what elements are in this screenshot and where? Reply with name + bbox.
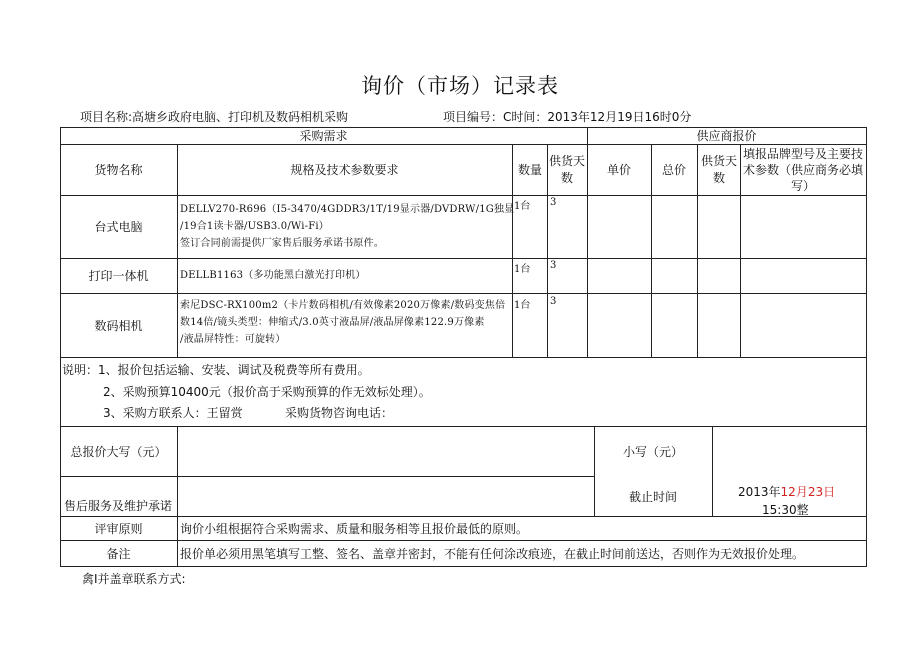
- col-divider-supplier-days: [740, 144, 741, 357]
- spec-line: 索尼DSC-RX100m2（卡片数码相机/有效像素2020万像素/数码变焦倍: [180, 300, 506, 311]
- remark-label: 备注: [106, 546, 131, 561]
- item-name-camera: 数码相机: [94, 318, 143, 333]
- item-days-desktop: 3: [550, 197, 557, 208]
- table-border-bottom: [60, 566, 867, 567]
- row1-bottom-line: [60, 258, 867, 259]
- item-spec-camera: [180, 297, 505, 348]
- notes-bottom-line: [60, 426, 867, 427]
- footer-divider-lower: [712, 426, 713, 516]
- total-upper-label: 总报价大写（元）: [70, 444, 167, 459]
- remark-text: 报价单必须用黑笔填写工整、签名、盖章并密封，不能有任何涂改痕迹，在截止时间前送达，否则作为无效报价处理。: [180, 547, 805, 561]
- spec-line: DELLV270-R696（I5-3470/4GDDR3/1T/19显示器/DVDRW/1G独显: [180, 204, 515, 215]
- col-header-total-price: 总价: [661, 163, 686, 177]
- item-qty-printer: 1台: [514, 264, 531, 275]
- col-header-goods-name: 货物名称: [94, 163, 143, 177]
- table-border-right: [866, 127, 867, 566]
- note-line-1: 说明：1、报价包括运输、安装、调试及税费等所有费用。: [62, 363, 370, 377]
- after-sales-top-line: [60, 476, 594, 477]
- col-header-delivery-days: 供货天数: [548, 154, 585, 185]
- item-name-desktop: 台式电脑: [94, 220, 143, 234]
- section-supplier-quote: 供应商报价: [696, 129, 757, 143]
- footer-divider-label: [177, 426, 178, 566]
- deadline-year: 2013年: [738, 485, 781, 499]
- after-sales-bottom-line: [60, 516, 867, 517]
- spec-line: 签订合同前需提供厂家售后服务承诺书原件。: [180, 238, 384, 249]
- spec-line: DELLB1163（多功能黑白激光打印机）: [180, 270, 366, 281]
- header-bottom-line: [60, 195, 867, 196]
- section-purchase-demand: 采购需求: [299, 129, 348, 143]
- item-days-camera: 3: [550, 296, 557, 307]
- col-header-unit-price: 单价: [606, 163, 631, 177]
- spec-line: 数14倍/镜头类型：伸缩式/3.0英寸液晶屏/液晶屏像素122.9万像素: [180, 317, 485, 328]
- row3-bottom-line: [60, 357, 867, 358]
- total-lower-label: 小写（元）: [622, 444, 683, 459]
- spec-line: /19合1读卡器/USB3.0/Wi-Fi）: [180, 221, 329, 232]
- deadline-time-clip: [762, 502, 809, 516]
- review-text: 询价小组根据符合采购需求、质量和服务相等且报价最低的原则。: [180, 522, 529, 536]
- project-name: 项目名称:高塘乡政府电脑、打印机及数码相机采购: [80, 110, 349, 124]
- note-line-3: 3、采购方联系人：王留赏: [103, 406, 243, 420]
- deadline-time: 15:30整: [762, 503, 809, 516]
- col-header-qty: 数量: [517, 163, 542, 177]
- deadline-label: 截止时间: [628, 489, 677, 504]
- spec-line: /液晶屏特性：可旋转）: [180, 334, 286, 345]
- item-days-printer: 3: [550, 260, 557, 271]
- col-header-supplier-delivery-days: 供货天数: [700, 154, 737, 185]
- after-sales-label: 售后服务及维护承诺: [64, 499, 173, 513]
- page-title: 询价（市场）记录表: [361, 74, 559, 98]
- item-qty-camera: 1台: [514, 300, 531, 311]
- item-qty-desktop: 1台: [514, 201, 531, 212]
- item-name-printer: 打印一体机: [88, 269, 149, 283]
- col-header-spec: 规格及技术参数要求: [290, 163, 399, 177]
- item-spec-desktop: [180, 201, 514, 252]
- review-bottom-line: [60, 540, 867, 541]
- row2-bottom-line: [60, 293, 867, 294]
- deadline-month-day: 12月23日: [780, 485, 836, 499]
- signature-line: 禽I并盖章联系方式:: [82, 572, 186, 586]
- review-label: 评审原则: [94, 521, 143, 536]
- col-header-brand-model: 填报品牌型号及主要技术参数（供应商务必填写）: [742, 147, 863, 193]
- project-number-time: 项目编号：C时间：2013年12月19日16时0分: [443, 110, 692, 124]
- item-spec-printer: [180, 267, 366, 284]
- note-line-4: 采购货物咨询电话：: [285, 406, 394, 420]
- deadline-date: [738, 483, 835, 500]
- note-line-2: 2、采购预算10400元（报价高于采购预算的作无效标处理）。: [103, 385, 431, 399]
